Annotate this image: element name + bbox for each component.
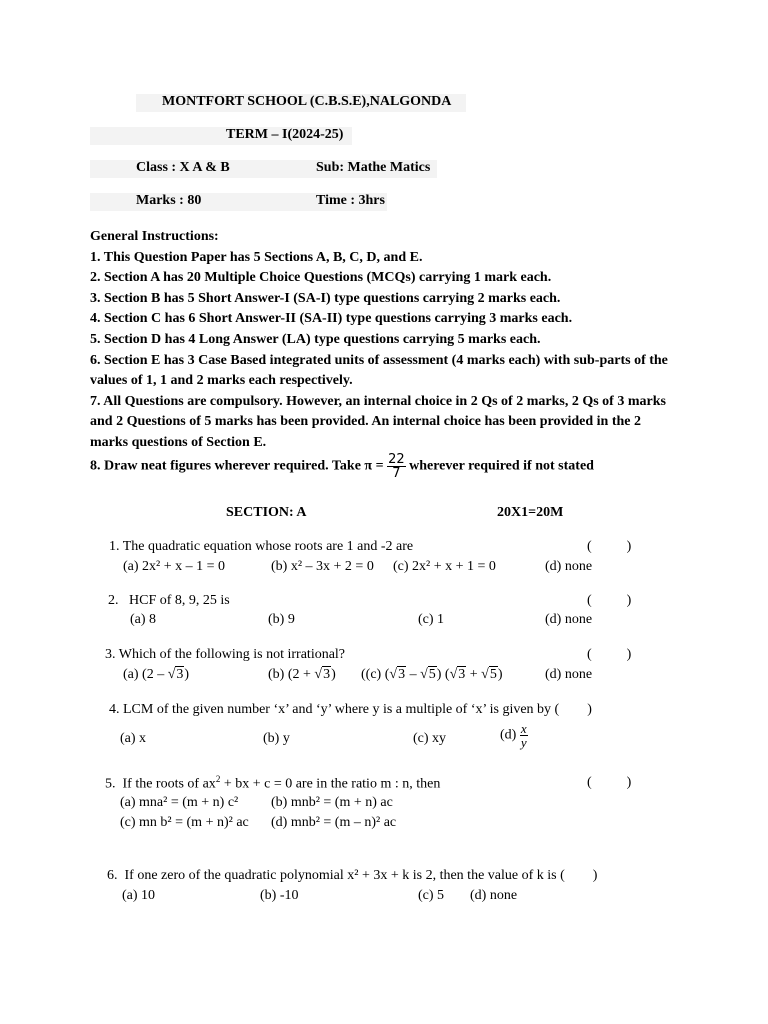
q3-b-prefix: (b) (2 + <box>268 667 315 682</box>
q4-option-c: (c) xy <box>413 731 447 746</box>
term-title: TERM – I(2024-25) <box>226 127 344 142</box>
sqrt-symbol: √ <box>449 667 458 682</box>
sqrt-symbol: √ <box>481 667 489 682</box>
pi-fraction <box>387 453 406 480</box>
instruction-item-8 <box>90 453 594 480</box>
q2-option-c: (c) 1 <box>418 612 445 627</box>
question-3-answer-bracket: ( ) <box>587 647 632 662</box>
question-1-text: 1. The quadratic equation whose roots are 1 and -2 are <box>109 539 414 554</box>
q5-option-c: (c) mn b² = (m + n)² ac <box>120 815 249 830</box>
q4-option-a: (a) x <box>120 731 147 746</box>
instruction-8-tail: wherever required if not stated <box>405 458 594 474</box>
q6-option-d: (d) none <box>470 888 518 903</box>
q5-option-d: (d) mnb² = (m – n)² ac <box>271 815 397 830</box>
q3-c-radicand-2: 5 <box>428 667 436 682</box>
q4-option-d <box>500 722 528 749</box>
x-over-y-fraction <box>520 722 528 749</box>
section-title: SECTION: A <box>226 505 307 520</box>
q3-a-suffix: ) <box>184 667 190 682</box>
sqrt-symbol: √ <box>314 667 323 682</box>
class-label: Class : X A & B <box>136 160 230 175</box>
instruction-item: 2. Section A has 20 Multiple Choice Questions (MCQs) carrying 1 mark each. <box>90 270 552 286</box>
q5-exponent: 2 <box>215 774 221 784</box>
subject-label: Sub: Mathe Matics <box>316 160 431 175</box>
q3-option-d: (d) none <box>545 667 593 682</box>
q4-d-prefix: (d) <box>500 727 520 743</box>
sqrt-symbol: √ <box>167 667 176 682</box>
q3-option-c <box>361 667 503 683</box>
q3-c-radicand-4: 5 <box>489 667 497 682</box>
question-5-text <box>105 774 440 793</box>
q2-option-b: (b) 9 <box>268 612 295 627</box>
q3-option-a <box>123 667 189 683</box>
q3-b-radicand: 3 <box>323 667 331 682</box>
general-instructions <box>90 227 680 454</box>
pi-denominator: 7 <box>392 466 401 481</box>
question-2-text: 2. HCF of 8, 9, 25 is <box>108 593 230 608</box>
marks-label: Marks : 80 <box>136 193 202 208</box>
instruction-item: 3. Section B has 5 Short Answer-I (SA-I) type questions carrying 2 marks each. <box>90 290 561 306</box>
q3-c-prefix: ((c) ( <box>361 667 390 682</box>
q1-option-d: (d) none <box>545 559 593 574</box>
q5-option-b: (b) mnb² = (m + n) ac <box>271 795 393 810</box>
instruction-item: 7. All Questions are compulsory. However, an internal choice in 2 Qs of 2 marks, 2 Qs of 3 marks and 2 Questions of 5 marks has been provided. An internal choice has been provided in the 2 marks questions of Section E. <box>90 393 666 450</box>
pi-numerator: 22 <box>388 452 405 467</box>
q5-option-a: (a) mna² = (m + n) c² <box>120 795 239 810</box>
q4-option-b: (b) y <box>263 731 290 746</box>
question-6-text: 6. If one zero of the quadratic polynomial x² + 3x + k is 2, then the value of k is ( ) <box>107 868 598 883</box>
instruction-item: 6. Section E has 3 Case Based integrated units of assessment (4 marks each) with sub-parts of the values of 1, 1 and 2 marks each respectively. <box>90 352 668 389</box>
q3-c-suffix: ) <box>497 667 503 682</box>
q1-option-b: (b) x² – 3x + 2 = 0 <box>271 559 374 574</box>
sqrt-symbol: √ <box>420 667 428 682</box>
instruction-item: 5. Section D has 4 Long Answer (LA) type questions carrying 5 marks each. <box>90 331 541 347</box>
q5-text-prefix: 5. If the roots of ax <box>105 776 216 792</box>
time-label: Time : 3hrs <box>316 193 385 208</box>
q3-a-prefix: (a) (2 – <box>123 667 168 682</box>
q1-option-c: (c) 2x² + x + 1 = 0 <box>393 559 496 574</box>
school-name: MONTFORT SCHOOL (C.B.S.E),NALGONDA <box>162 94 452 109</box>
q3-c-radicand-1: 3 <box>398 667 406 682</box>
q3-c-op-1: – <box>406 667 421 682</box>
question-5-answer-bracket: ( ) <box>587 775 632 790</box>
q2-option-d: (d) none <box>545 612 593 627</box>
question-2-answer-bracket: ( ) <box>587 593 632 608</box>
q2-option-a: (a) 8 <box>130 612 157 627</box>
instructions-heading: General Instructions: <box>90 229 219 244</box>
question-1-answer-bracket: ( ) <box>587 539 632 554</box>
q3-a-radicand: 3 <box>176 667 184 682</box>
fraction-numerator: x <box>520 721 527 736</box>
q5-text-suffix: + bx + c = 0 are in the ratio m : n, then <box>220 776 441 792</box>
sqrt-symbol: √ <box>389 667 398 682</box>
q1-option-a: (a) 2x² + x – 1 = 0 <box>123 559 226 574</box>
instruction-item: 1. This Question Paper has 5 Sections A, B, C, D, and E. <box>90 249 423 265</box>
question-3-text: 3. Which of the following is not irrational? <box>105 647 346 662</box>
q6-option-a: (a) 10 <box>122 888 156 903</box>
q3-c-op-3: + <box>466 667 482 682</box>
instruction-item: 4. Section C has 6 Short Answer-II (SA-II) type questions carrying 3 marks each. <box>90 311 573 327</box>
q3-c-op-2: ) ( <box>436 667 450 682</box>
q3-c-radicand-3: 3 <box>458 667 466 682</box>
question-4-text: 4. LCM of the given number ‘x’ and ‘y’ where y is a multiple of ‘x’ is given by ( ) <box>109 702 592 717</box>
q3-b-suffix: ) <box>331 667 336 682</box>
q6-option-b: (b) -10 <box>260 888 299 903</box>
q3-option-b <box>268 667 336 683</box>
section-marks: 20X1=20M <box>497 505 564 520</box>
q6-option-c: (c) 5 <box>418 888 445 903</box>
instruction-8-text: 8. Draw neat figures wherever required. Take π = <box>90 458 388 474</box>
fraction-denominator: y <box>520 735 527 750</box>
